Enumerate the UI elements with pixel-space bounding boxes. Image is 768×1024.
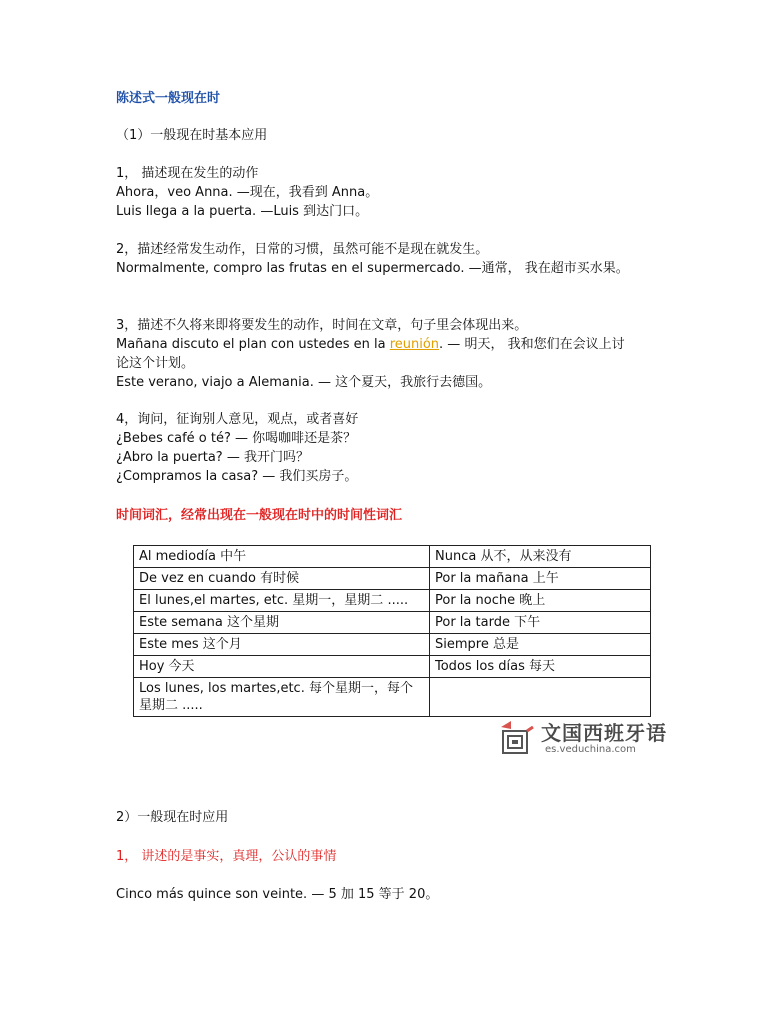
- table-cell: Este mes 这个月: [134, 634, 430, 656]
- item-heading: 4，询问，征询别人意见，观点，或者喜好: [116, 412, 359, 427]
- reunion-link[interactable]: reunión: [389, 337, 440, 352]
- item-heading: 2，描述经常发生动作，日常的习惯，虽然可能不是现在就发生。: [116, 242, 489, 257]
- table-row: [134, 634, 651, 656]
- example-text: . — 明天， 我和您们在会议上讨: [439, 337, 625, 352]
- table-cell: Hoy 今天: [134, 656, 430, 678]
- watermark-url: es.veduchina.com: [545, 744, 636, 755]
- logo-icon: [497, 717, 537, 757]
- example-sentence: ¿Bebes café o té? — 你喝咖啡还是茶？: [116, 431, 357, 446]
- item-heading: 1， 描述现在发生的动作: [116, 166, 259, 181]
- table-row: [134, 678, 651, 717]
- example-sentence: Normalmente, compro las frutas en el supermercado. —通常， 我在超市买水果。: [116, 261, 629, 276]
- example-text: Mañana discuto el plan con ustedes en la: [116, 337, 390, 352]
- table-row: [134, 656, 651, 678]
- table-row: [134, 590, 651, 612]
- table-cell: El lunes,el martes, etc. 星期一，星期二 .....: [134, 590, 430, 612]
- item-heading: 3，描述不久将来即将要发生的动作，时间在文章，句子里会体现出来。: [116, 318, 528, 333]
- table-cell: Nunca 从不，从来没有: [430, 546, 651, 568]
- example-sentence: Luis llega a la puerta. —Luis 到达门口。: [116, 204, 369, 219]
- example-sentence: [116, 335, 625, 354]
- example-sentence: Cinco más quince son veinte. — 5 加 15 等于 20。: [116, 887, 439, 902]
- item-heading: 1， 讲述的是事实，真理，公认的事情: [116, 849, 337, 864]
- subsection-heading: 2）一般现在时应用: [116, 810, 229, 825]
- table-cell: Todos los días 每天: [430, 656, 651, 678]
- table-cell: Por la noche 晚上: [430, 590, 651, 612]
- example-sentence: ¿Abro la puerta? — 我开门吗？: [116, 450, 309, 465]
- table-cell: De vez en cuando 有时候: [134, 568, 430, 590]
- example-sentence: ¿Compramos la casa? — 我们买房子。: [116, 469, 358, 484]
- time-vocab-table: [133, 545, 651, 717]
- example-sentence: Este verano, viajo a Alemania. — 这个夏天，我旅行去德国。: [116, 375, 492, 390]
- table-cell: [430, 678, 651, 717]
- table-cell: Al mediodía 中午: [134, 546, 430, 568]
- table-cell: Siempre 总是: [430, 634, 651, 656]
- table-cell: Los lunes, los martes,etc. 每个星期一，每个星期二 .....: [134, 678, 430, 717]
- table-row: [134, 546, 651, 568]
- table-row: [134, 568, 651, 590]
- table-cell: Por la tarde 下午: [430, 612, 651, 634]
- table-cell: Por la mañana 上午: [430, 568, 651, 590]
- subsection-heading: （1）一般现在时基本应用: [116, 128, 268, 143]
- watermark-name: 文国西班牙语: [541, 721, 667, 745]
- watermark-logo: [497, 717, 677, 761]
- example-sentence: Ahora，veo Anna. —现在，我看到 Anna。: [116, 185, 379, 200]
- table-cell: Este semana 这个星期: [134, 612, 430, 634]
- example-sentence-continuation: 论这个计划。: [116, 356, 195, 371]
- section-title: 陈述式一般现在时: [116, 91, 221, 106]
- vocab-title: 时间词汇，经常出现在一般现在时中的时间性词汇: [116, 508, 403, 523]
- table-row: [134, 612, 651, 634]
